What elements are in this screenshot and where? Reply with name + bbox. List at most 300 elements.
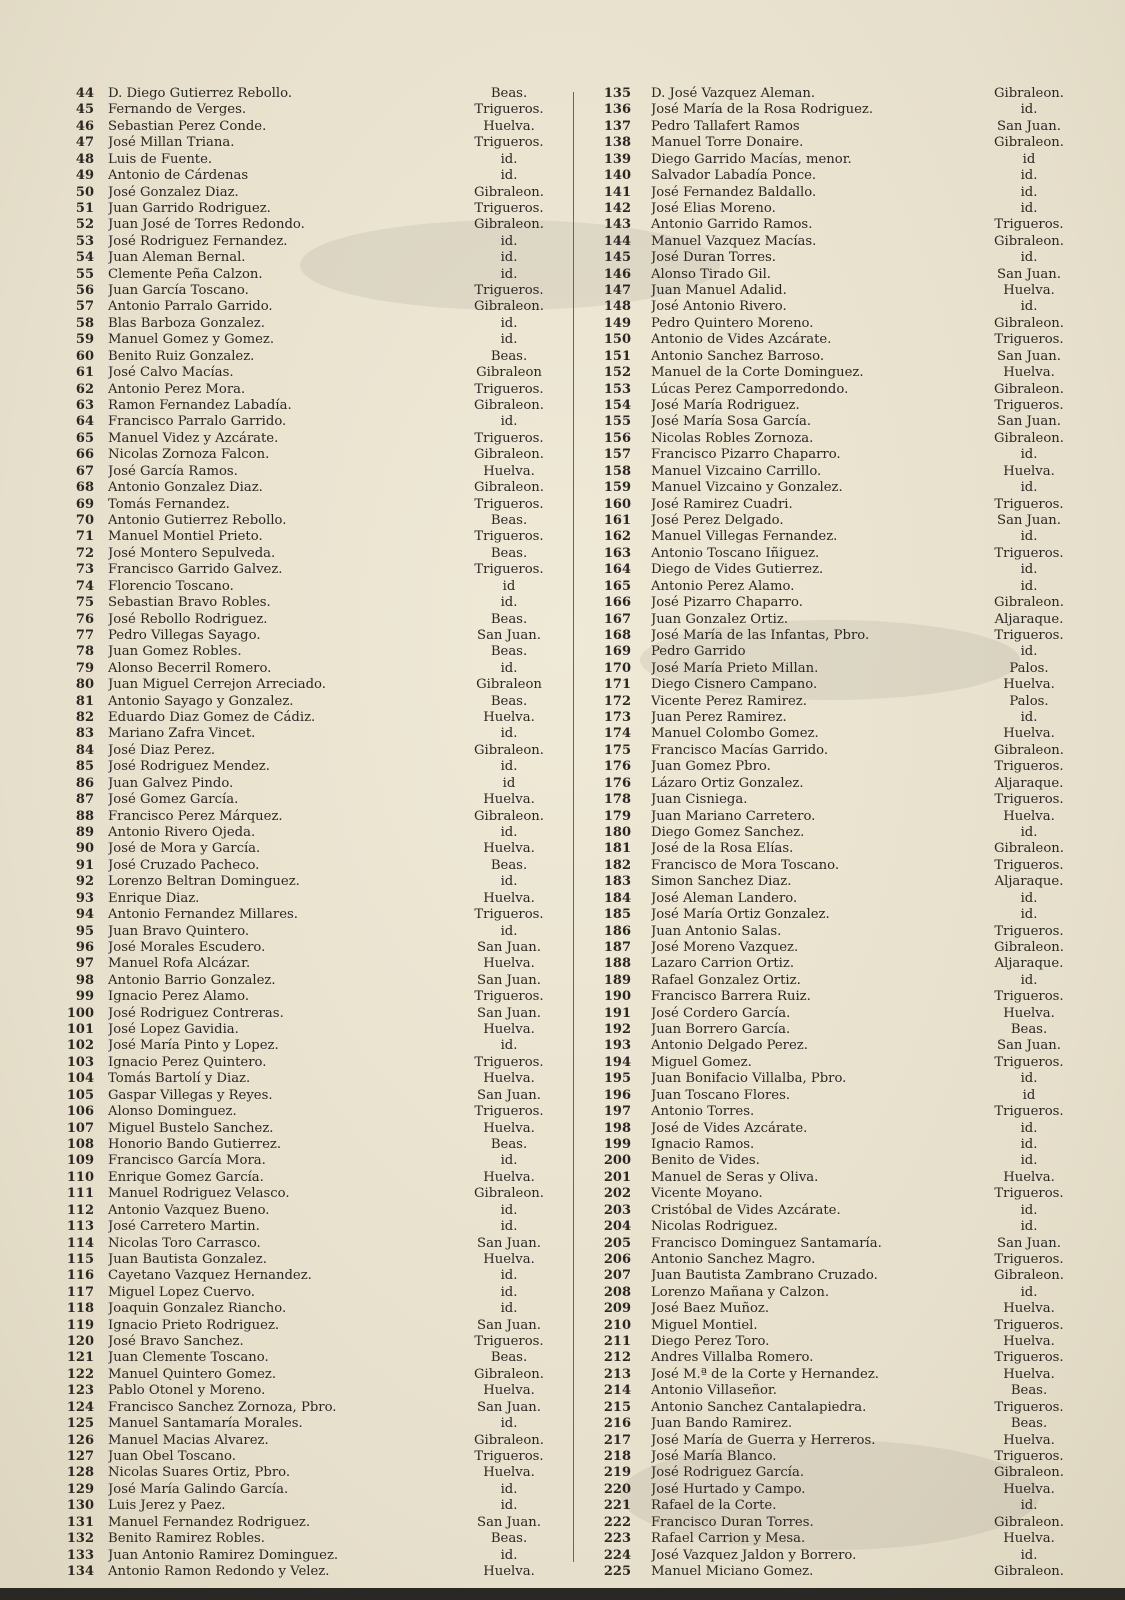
person-name: José Ramirez Cuadri. <box>651 496 793 512</box>
person-name: José Perez Delgado. <box>651 512 784 528</box>
person-name: Enrique Diaz. <box>108 890 200 906</box>
town-name: id. <box>1020 1202 1038 1218</box>
list-row <box>38 579 568 595</box>
person-name: Alonso Dominguez. <box>108 1104 237 1120</box>
entry-number: 145 <box>603 250 631 266</box>
list-row <box>38 250 568 266</box>
entry-number: 123 <box>66 1383 94 1399</box>
town-name: Huelva. <box>1003 1366 1055 1382</box>
list-row <box>585 497 1090 513</box>
list-row <box>38 973 568 989</box>
list-row <box>585 1236 1090 1252</box>
entry-number: 108 <box>66 1137 94 1152</box>
entry-number: 152 <box>603 365 631 381</box>
person-name: José Cruzado Pacheco. <box>108 857 260 873</box>
entry-number: 139 <box>603 151 631 167</box>
person-name: José Vazquez Jaldon y Borrero. <box>651 1547 857 1563</box>
list-row <box>38 1318 568 1334</box>
entry-number: 85 <box>75 759 94 775</box>
list-row <box>38 1383 568 1399</box>
entry-number: 137 <box>603 118 631 134</box>
person-name: José Moreno Vazquez. <box>651 939 799 955</box>
entry-number: 136 <box>603 102 631 118</box>
entry-number: 95 <box>75 923 94 939</box>
entry-number: 156 <box>603 430 631 446</box>
person-name: Juan José de Torres Redondo. <box>108 217 305 233</box>
entry-number: 96 <box>75 939 94 955</box>
person-name: Antonio Delgado Perez. <box>651 1038 808 1054</box>
person-name: José Rodriguez Mendez. <box>108 759 270 775</box>
entry-number: 126 <box>66 1432 94 1448</box>
list-row <box>38 86 568 102</box>
person-name: José Gomez García. <box>108 792 239 808</box>
entry-number: 217 <box>603 1432 631 1448</box>
town-name: Trigueros. <box>474 283 544 299</box>
town-name: id. <box>500 1416 518 1432</box>
list-row <box>38 119 568 135</box>
entry-number: 173 <box>603 710 631 726</box>
list-row <box>38 431 568 447</box>
town-name: Huelva. <box>1003 1432 1055 1448</box>
town-name: id. <box>500 1268 518 1284</box>
list-row <box>38 447 568 463</box>
entry-number: 97 <box>75 956 94 972</box>
person-name: José Rodriguez Fernandez. <box>108 233 288 249</box>
entry-number: 195 <box>603 1071 631 1087</box>
list-row <box>585 414 1090 430</box>
person-name: Antonio Vazquez Bueno. <box>108 1202 270 1218</box>
list-row <box>38 825 568 841</box>
person-name: José Antonio Rivero. <box>651 299 787 315</box>
list-row <box>585 759 1090 775</box>
entry-number: 89 <box>75 824 94 840</box>
town-name: Beas. <box>490 348 528 364</box>
town-name: Gibraleon. <box>993 742 1064 758</box>
town-name: Huelva. <box>1003 283 1055 299</box>
person-name: Juan Aleman Bernal. <box>108 250 246 266</box>
person-name: Antonio Gonzalez Diaz. <box>108 480 263 496</box>
list-row <box>38 956 568 972</box>
person-name: Antonio Ramon Redondo y Velez. <box>108 1563 330 1579</box>
person-name: Manuel Torre Donaire. <box>651 135 804 151</box>
list-row <box>38 1236 568 1252</box>
entry-number: 176 <box>603 775 631 791</box>
entry-number: 175 <box>603 742 631 758</box>
town-name: Trigueros. <box>474 907 544 923</box>
list-row <box>585 1367 1090 1383</box>
entry-number: 92 <box>75 874 94 890</box>
entry-number: 141 <box>603 184 631 200</box>
list-row <box>585 579 1090 595</box>
town-name: San Juan. <box>477 1235 541 1251</box>
person-name: Vicente Perez Ramirez. <box>651 693 807 709</box>
person-name: Pedro Garrido <box>651 644 746 660</box>
person-name: Juan Manuel Adalid. <box>651 283 787 299</box>
person-name: Juan Miguel Cerrejon Arreciado. <box>108 677 326 693</box>
person-name: José Rodriguez Contreras. <box>108 1005 284 1021</box>
entry-number: 66 <box>75 447 94 463</box>
person-name: Antonio Fernandez Millares. <box>108 907 298 923</box>
list-row <box>585 1318 1090 1334</box>
town-name: id. <box>500 1301 518 1317</box>
list-row <box>38 1285 568 1301</box>
town-name: Beas. <box>1010 1383 1048 1399</box>
town-name: Trigueros. <box>994 1350 1064 1366</box>
entry-number: 59 <box>75 332 94 348</box>
town-name: Huelva. <box>1003 726 1055 742</box>
town-name: id. <box>500 233 518 249</box>
entry-number: 113 <box>66 1219 94 1235</box>
entry-number: 109 <box>66 1153 94 1169</box>
person-name: Salvador Labadía Ponce. <box>651 168 817 184</box>
person-name: José de Vides Azcárate. <box>651 1120 808 1136</box>
entry-number: 181 <box>603 841 631 857</box>
list-row <box>585 1071 1090 1087</box>
list-row <box>38 168 568 184</box>
person-name: José Elias Moreno. <box>651 200 776 216</box>
list-row <box>585 283 1090 299</box>
town-name: id. <box>1020 299 1038 315</box>
person-name: José Montero Sepulveda. <box>108 545 276 561</box>
town-name: Trigueros. <box>994 857 1064 873</box>
entry-number: 130 <box>66 1498 94 1514</box>
list-row <box>585 1433 1090 1449</box>
town-name: San Juan. <box>997 266 1061 282</box>
entry-number: 44 <box>75 86 94 101</box>
entry-number: 165 <box>603 578 631 594</box>
entry-number: 197 <box>603 1104 631 1120</box>
town-name: Huelva. <box>1003 677 1055 693</box>
list-row <box>585 792 1090 808</box>
town-name: Huelva. <box>1003 1169 1055 1185</box>
person-name: José Duran Torres. <box>651 250 776 266</box>
person-name: Francisco Pizarro Chaparro. <box>651 447 841 463</box>
town-name: id. <box>500 1547 518 1563</box>
entry-number: 206 <box>603 1251 631 1267</box>
entry-number: 98 <box>75 972 94 988</box>
entry-number: 52 <box>75 217 94 233</box>
list-row <box>38 841 568 857</box>
town-name: Trigueros. <box>994 1449 1064 1465</box>
list-row <box>585 152 1090 168</box>
town-name: Gibraleon. <box>993 595 1064 611</box>
person-name: Manuel de la Corte Dominguez. <box>651 365 864 381</box>
town-name: Gibraleon. <box>993 315 1064 331</box>
town-name: Huelva. <box>1003 1005 1055 1021</box>
list-row <box>585 398 1090 414</box>
town-name: Gibraleon. <box>473 480 544 496</box>
entry-number: 210 <box>603 1317 631 1333</box>
town-name: Trigueros. <box>994 1317 1064 1333</box>
list-row <box>38 529 568 545</box>
town-name: San Juan. <box>477 1514 541 1530</box>
town-name: Trigueros. <box>474 1449 544 1465</box>
person-name: Francisco García Mora. <box>108 1153 266 1169</box>
town-name: Huelva. <box>1003 1301 1055 1317</box>
person-name: Tomás Bartolí y Diaz. <box>108 1071 251 1087</box>
list-row <box>585 891 1090 907</box>
entry-number: 91 <box>75 857 94 873</box>
town-name: Gibraleon. <box>993 1514 1064 1530</box>
person-name: Francisco Garrido Galvez. <box>108 562 283 578</box>
town-name: Trigueros. <box>474 1054 544 1070</box>
town-name: Beas. <box>490 1137 528 1152</box>
person-name: Pedro Quintero Moreno. <box>651 315 814 331</box>
person-name: Antonio Villaseñor. <box>651 1383 777 1399</box>
entry-number: 183 <box>603 874 631 890</box>
entry-number: 149 <box>603 315 631 331</box>
town-name: id. <box>500 168 518 184</box>
person-name: José María Rodriguez. <box>651 398 800 414</box>
person-name: Juan Mariano Carretero. <box>651 808 816 824</box>
list-row <box>38 283 568 299</box>
entry-number: 191 <box>603 1005 631 1021</box>
person-name: Juan Antonio Ramirez Dominguez. <box>108 1547 339 1563</box>
entry-number: 203 <box>603 1202 631 1218</box>
scan-bottom-edge <box>0 1588 1125 1600</box>
list-row <box>38 874 568 890</box>
list-row <box>38 1400 568 1416</box>
town-name: id. <box>1020 972 1038 988</box>
entry-number: 76 <box>75 611 94 627</box>
list-row <box>585 1548 1090 1564</box>
list-row <box>585 743 1090 759</box>
person-name: José García Ramos. <box>108 463 238 479</box>
entry-number: 200 <box>603 1153 631 1169</box>
entry-number: 161 <box>603 512 631 528</box>
person-name: Antonio Sanchez Barroso. <box>651 348 825 364</box>
list-row <box>585 595 1090 611</box>
entry-number: 68 <box>75 480 94 496</box>
town-name: Huelva. <box>1003 463 1055 479</box>
list-row <box>585 1038 1090 1054</box>
town-name: Trigueros. <box>994 759 1064 775</box>
entry-number: 143 <box>603 217 631 233</box>
entry-number: 202 <box>603 1186 631 1202</box>
person-name: Manuel Vazquez Macías. <box>651 233 817 249</box>
person-name: José Hurtado y Campo. <box>651 1481 806 1497</box>
entry-number: 135 <box>603 86 631 101</box>
entry-number: 211 <box>603 1334 631 1350</box>
entry-number: 105 <box>66 1087 94 1103</box>
entry-number: 187 <box>603 939 631 955</box>
entry-number: 167 <box>603 611 631 627</box>
person-name: José María de la Rosa Rodriguez. <box>651 102 874 118</box>
entry-number: 176 <box>603 759 631 775</box>
person-name: Blas Barboza Gonzalez. <box>108 315 265 331</box>
town-name: id. <box>1020 1071 1038 1087</box>
person-name: Antonio Sayago y Gonzalez. <box>108 693 294 709</box>
person-name: Francisco Sanchez Zornoza, Pbro. <box>108 1399 337 1415</box>
list-row <box>38 365 568 381</box>
person-name: Francisco Duran Torres. <box>651 1514 814 1530</box>
town-name: San Juan. <box>477 972 541 988</box>
person-name: Manuel Miciano Gomez. <box>651 1563 814 1579</box>
entry-number: 147 <box>603 283 631 299</box>
person-name: D. José Vazquez Aleman. <box>651 86 816 101</box>
list-row <box>585 365 1090 381</box>
list-row <box>585 1350 1090 1366</box>
list-row <box>38 1055 568 1071</box>
entry-number: 72 <box>75 545 94 561</box>
list-row <box>585 1400 1090 1416</box>
person-name: Juan Gomez Pbro. <box>651 759 771 775</box>
entry-number: 209 <box>603 1301 631 1317</box>
person-name: Nicolas Suares Ortiz, Pbro. <box>108 1465 291 1481</box>
town-name: Beas. <box>490 644 528 660</box>
right-column-list <box>585 86 1090 1581</box>
list-row <box>38 1449 568 1465</box>
town-name: Beas. <box>490 611 528 627</box>
person-name: Cristóbal de Vides Azcárate. <box>651 1202 841 1218</box>
entry-number: 45 <box>75 102 94 118</box>
entry-number: 198 <box>603 1120 631 1136</box>
entry-number: 186 <box>603 923 631 939</box>
person-name: Cayetano Vazquez Hernandez. <box>108 1268 312 1284</box>
person-name: José María de Guerra y Herreros. <box>651 1432 876 1448</box>
entry-number: 58 <box>75 315 94 331</box>
town-name: id. <box>500 1038 518 1054</box>
entry-number: 199 <box>603 1137 631 1152</box>
list-row <box>585 1416 1090 1432</box>
town-name: Trigueros. <box>474 430 544 446</box>
town-name: Trigueros. <box>474 529 544 545</box>
entry-number: 79 <box>75 660 94 676</box>
town-name: id. <box>500 332 518 348</box>
entry-number: 87 <box>75 792 94 808</box>
list-row <box>38 1022 568 1038</box>
list-row <box>585 86 1090 102</box>
list-row <box>38 776 568 792</box>
list-row <box>585 1564 1090 1580</box>
entry-number: 170 <box>603 660 631 676</box>
town-name: Trigueros. <box>994 545 1064 561</box>
town-name: Trigueros. <box>474 1104 544 1120</box>
list-row <box>38 382 568 398</box>
list-row <box>38 414 568 430</box>
person-name: Manuel Colombo Gomez. <box>651 726 819 742</box>
entry-number: 160 <box>603 496 631 512</box>
list-row <box>38 1088 568 1104</box>
entry-number: 142 <box>603 200 631 216</box>
town-name: id. <box>1020 1137 1038 1152</box>
list-row <box>38 595 568 611</box>
person-name: Manuel Rofa Alcázar. <box>108 956 251 972</box>
list-row <box>38 234 568 250</box>
list-row <box>38 562 568 578</box>
person-name: Gaspar Villegas y Reyes. <box>108 1087 273 1103</box>
entry-number: 146 <box>603 266 631 282</box>
list-row <box>38 759 568 775</box>
person-name: Ignacio Perez Alamo. <box>108 989 250 1005</box>
entry-number: 144 <box>603 233 631 249</box>
list-row <box>38 1219 568 1235</box>
person-name: Antonio Garrido Ramos. <box>651 217 813 233</box>
town-name: id. <box>500 923 518 939</box>
list-row <box>585 1170 1090 1186</box>
town-name: Trigueros. <box>994 1251 1064 1267</box>
town-name: id. <box>500 595 518 611</box>
town-name: id <box>502 578 516 594</box>
entry-number: 100 <box>66 1005 94 1021</box>
entry-number: 88 <box>75 808 94 824</box>
person-name: José María Blanco. <box>651 1449 777 1465</box>
person-name: Benito Ruiz Gonzalez. <box>108 348 255 364</box>
entry-number: 121 <box>66 1350 94 1366</box>
town-name: San Juan. <box>997 348 1061 364</box>
person-name: José de la Rosa Elías. <box>651 841 794 857</box>
list-row <box>585 464 1090 480</box>
person-name: Mariano Zafra Vincet. <box>108 726 256 742</box>
town-name: id. <box>1020 447 1038 463</box>
list-row <box>38 989 568 1005</box>
town-name: San Juan. <box>477 1317 541 1333</box>
person-name: Miguel Montiel. <box>651 1317 758 1333</box>
list-row <box>38 1531 568 1547</box>
town-name: id. <box>500 1153 518 1169</box>
town-name: Trigueros. <box>994 1186 1064 1202</box>
entry-number: 104 <box>66 1071 94 1087</box>
entry-number: 168 <box>603 627 631 643</box>
entry-number: 218 <box>603 1449 631 1465</box>
town-name: Trigueros. <box>474 102 544 118</box>
town-name: Beas. <box>490 1350 528 1366</box>
town-name: Trigueros. <box>994 217 1064 233</box>
list-row <box>585 447 1090 463</box>
town-name: Huelva. <box>1003 808 1055 824</box>
entry-number: 185 <box>603 907 631 923</box>
list-row <box>585 628 1090 644</box>
entry-number: 163 <box>603 545 631 561</box>
entry-number: 204 <box>603 1219 631 1235</box>
town-name: Trigueros. <box>474 989 544 1005</box>
town-name: id. <box>1020 578 1038 594</box>
list-row <box>585 989 1090 1005</box>
person-name: Simon Sanchez Diaz. <box>651 874 792 890</box>
entry-number: 182 <box>603 857 631 873</box>
list-row <box>38 694 568 710</box>
person-name: Miguel Gomez. <box>651 1054 752 1070</box>
person-name: Francisco Barrera Ruiz. <box>651 989 811 1005</box>
list-row <box>585 562 1090 578</box>
person-name: Manuel Santamaría Morales. <box>108 1416 303 1432</box>
person-name: Lazaro Carrion Ortiz. <box>651 956 795 972</box>
person-name: Benito de Vides. <box>651 1153 760 1169</box>
entry-number: 151 <box>603 348 631 364</box>
entry-number: 122 <box>66 1366 94 1382</box>
town-name: San Juan. <box>477 1399 541 1415</box>
person-name: Vicente Moyano. <box>651 1186 763 1202</box>
list-row <box>38 726 568 742</box>
town-name: Huelva. <box>483 1383 535 1399</box>
list-row <box>38 1416 568 1432</box>
person-name: Juan Cisniega. <box>651 792 748 808</box>
entry-number: 221 <box>603 1498 631 1514</box>
town-name: id <box>1022 151 1036 167</box>
town-name: Gibraleon. <box>993 841 1064 857</box>
town-name: id. <box>1020 1219 1038 1235</box>
town-name: id. <box>500 660 518 676</box>
entry-number: 70 <box>75 512 94 528</box>
person-name: Juan Gomez Robles. <box>108 644 242 660</box>
entry-number: 69 <box>75 496 94 512</box>
person-name: Juan Perez Ramirez. <box>651 710 787 726</box>
person-name: Manuel Fernandez Rodriguez. <box>108 1514 311 1530</box>
person-name: Joaquin Gonzalez Riancho. <box>108 1301 287 1317</box>
list-row <box>585 1334 1090 1350</box>
list-row <box>585 1104 1090 1120</box>
entry-number: 102 <box>66 1038 94 1054</box>
